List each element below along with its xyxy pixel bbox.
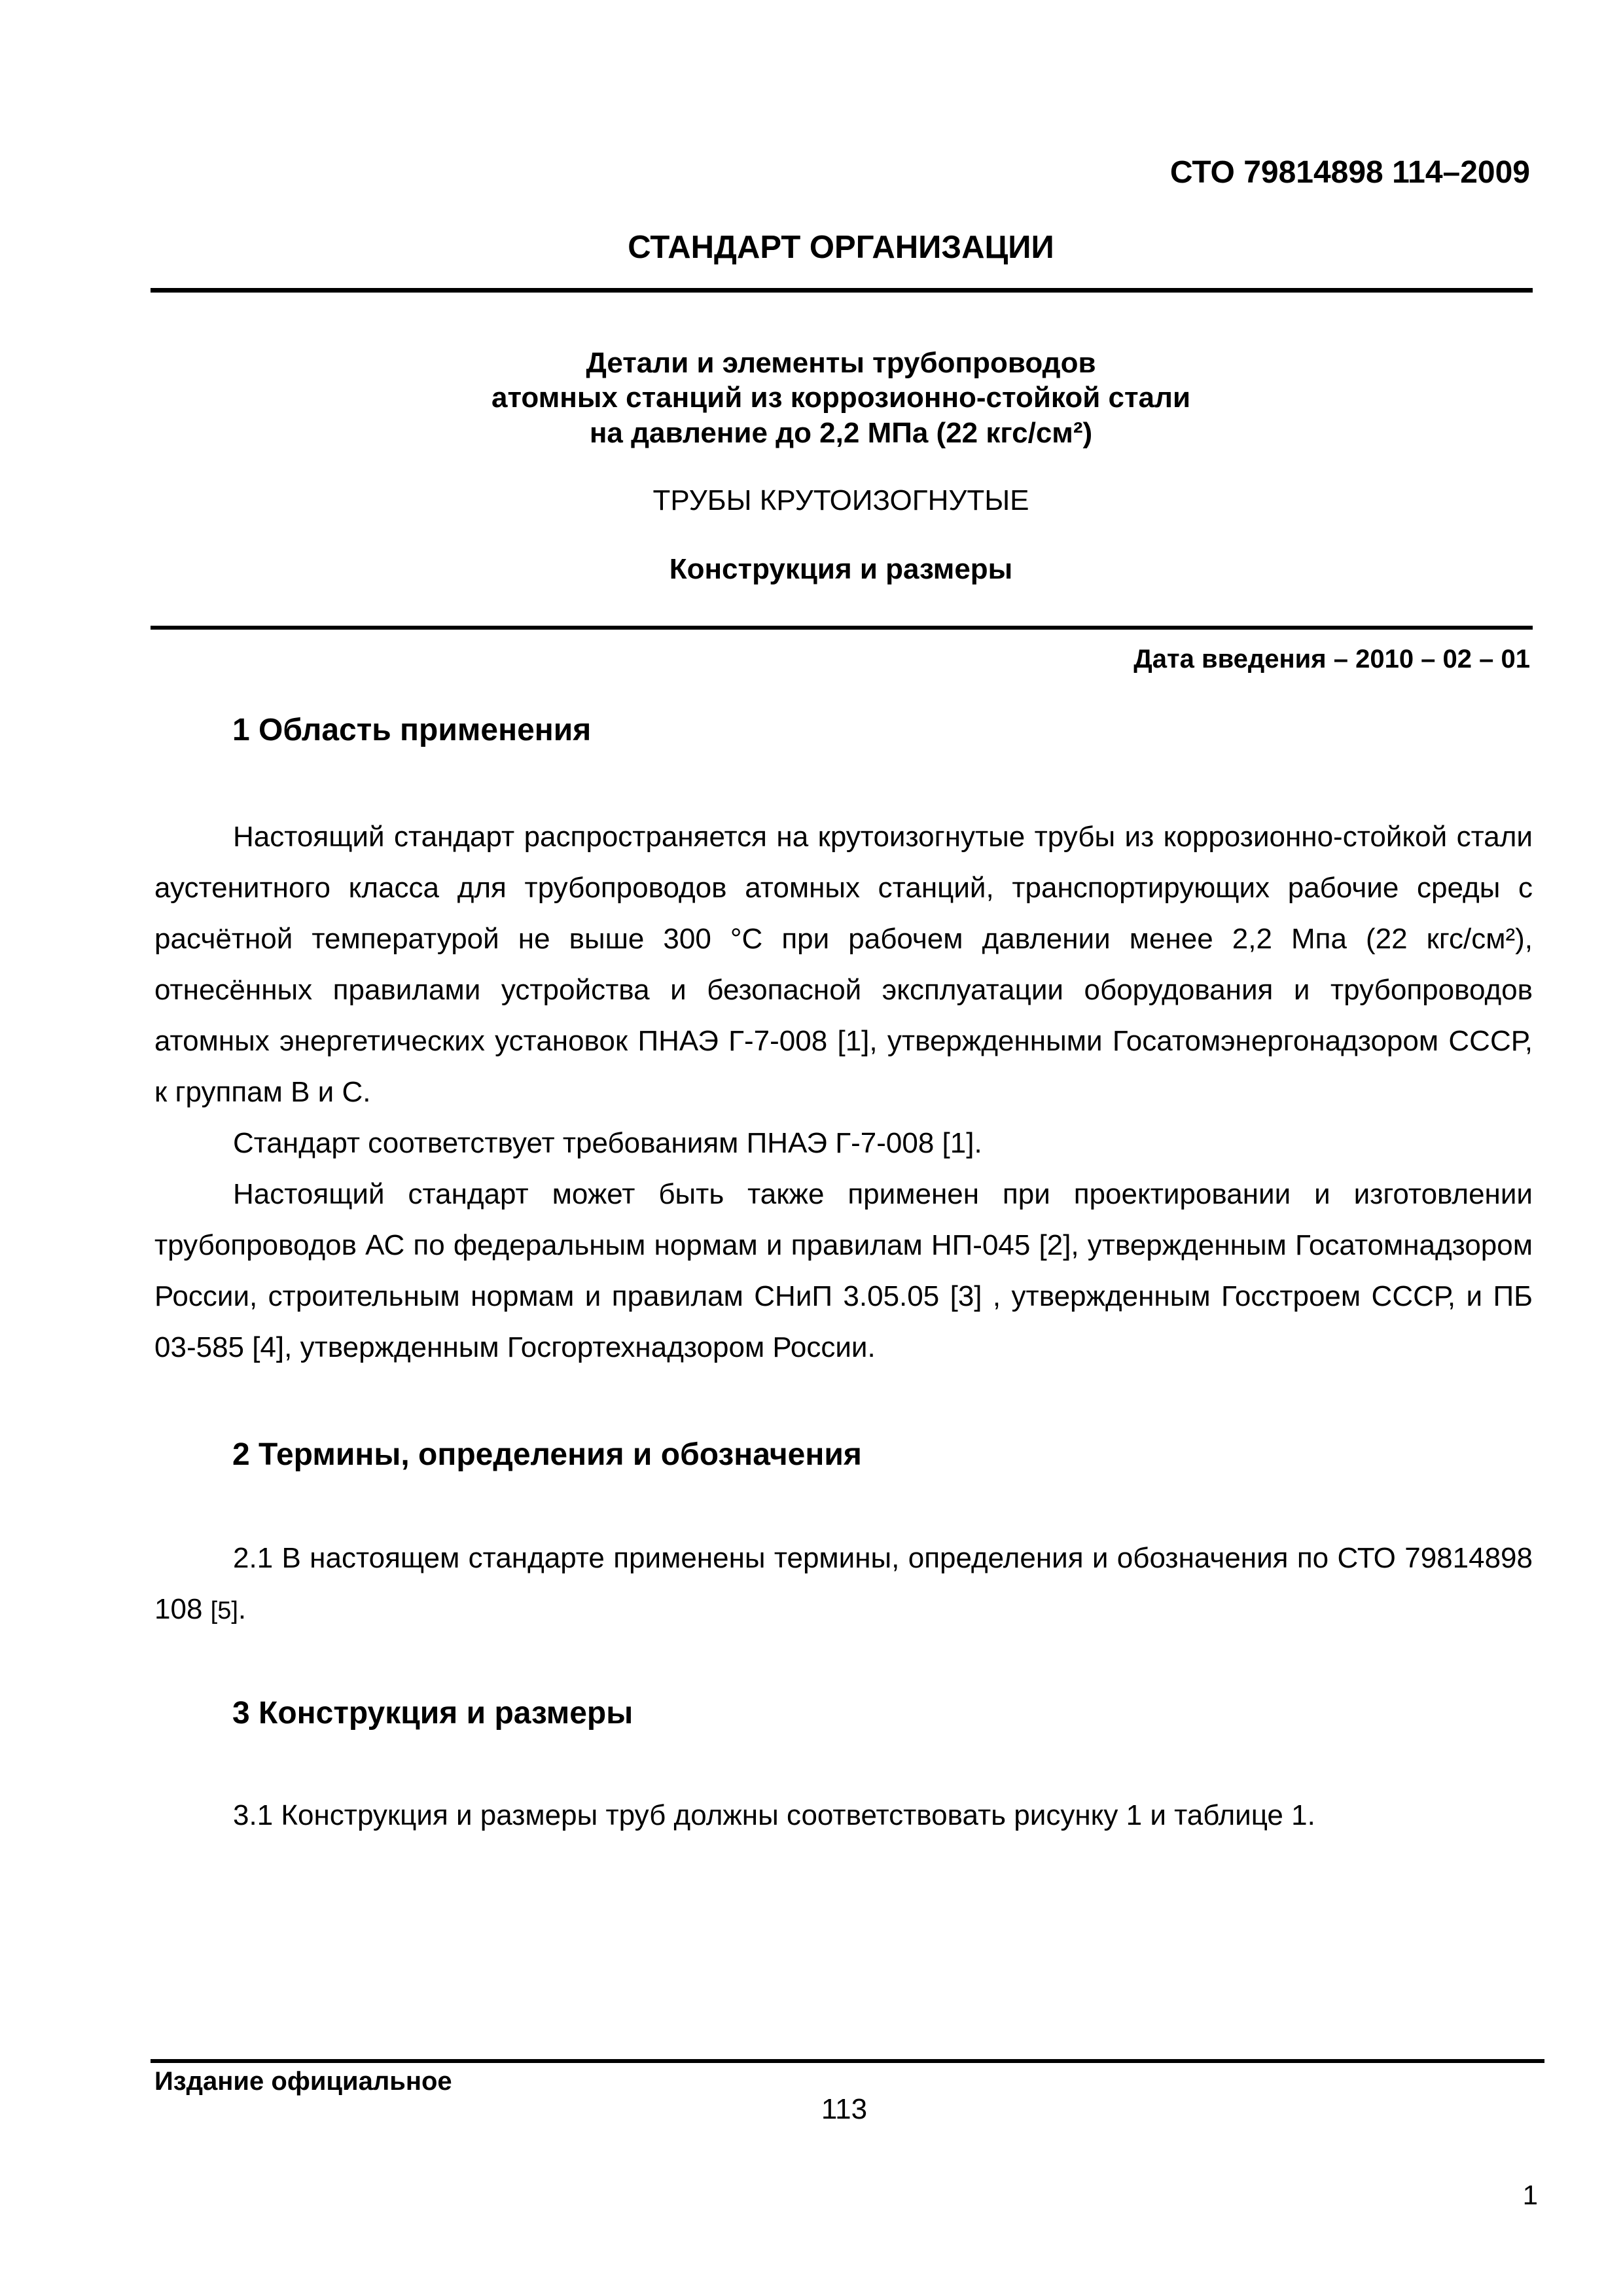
section-1-paragraph-3: Настоящий стандарт может быть также применен при проектировании и изготовлении трубопроводов АС по федеральным нормам и правилам НП-045 [2], утвержденным Госатомнадзором России, строительным нормам и правилам СНиП 3.05.05 [3] , утвержденным Госстроем СССР, и ПБ 03-585 [4], утвержденным Госгортехнадзором России. (154, 1178, 1533, 1363)
section-1-paragraph-2: Стандарт соответствует требованиям ПНАЭ Г-7-008 [1]. (233, 1127, 982, 1159)
document-title-line-3: на давление до 2,2 МПа (22 кгс/см²) (589, 417, 1093, 449)
section-1-heading: 1 Область применения (232, 713, 592, 747)
document-subsubtitle: Конструкция и размеры (669, 553, 1013, 585)
document-title-line-1: Детали и элементы трубопроводов (586, 347, 1096, 379)
reference-5: [5] (210, 1597, 238, 1624)
section-2-paragraph-end: . (238, 1593, 247, 1625)
document-code: СТО 79814898 114–2009 (1169, 155, 1530, 190)
page-number: 113 (821, 2093, 868, 2125)
organization-standard-title: СТАНДАРТ ОРГАНИЗАЦИИ (628, 230, 1054, 265)
header-rule (151, 288, 1533, 293)
edition-label: Издание официальное (154, 2067, 452, 2096)
section-2-heading: 2 Термины, определения и обозначения (232, 1437, 862, 1472)
sheet-number: 1 (1522, 2179, 1538, 2210)
section-2-paragraph-text: 2.1 В настоящем стандарте применены термины, определения и обозначения по СТО 79814898 108 (154, 1542, 1533, 1625)
introduction-date: Дата введения – 2010 – 02 – 01 (1133, 645, 1530, 673)
section-2-paragraph (154, 1533, 1533, 1636)
document-subtitle: ТРУБЫ КРУТОИЗОГНУТЫЕ (652, 484, 1029, 516)
footer-rule (151, 2059, 1544, 2063)
section-3-heading: 3 Конструкция и размеры (232, 1696, 633, 1731)
document-title-line-2: атомных станций из коррозионно-стойкой стали (491, 382, 1190, 414)
section-3-paragraph: 3.1 Конструкция и размеры труб должны соответствовать рисунку 1 и таблице 1. (233, 1799, 1315, 1831)
section-1-paragraph-1: Настоящий стандарт распространяется на крутоизогнутые трубы из коррозионно-стойкой стали аустенитного класса для трубопроводов атомных станций, транспортирующих рабочие среды с расчётной температурой не выше 300 °С при рабочем давлении менее 2,2 Мпа (22 кгс/см²), отнесённых правилами устройства и безопасной эксплуатации оборудования и трубопроводов атомных энергетических установок ПНАЭ Г-7-008 [1], утвержденными Госатомэнергонадзором СССР, к группам В и С. (154, 821, 1533, 1108)
title-rule (151, 626, 1533, 630)
